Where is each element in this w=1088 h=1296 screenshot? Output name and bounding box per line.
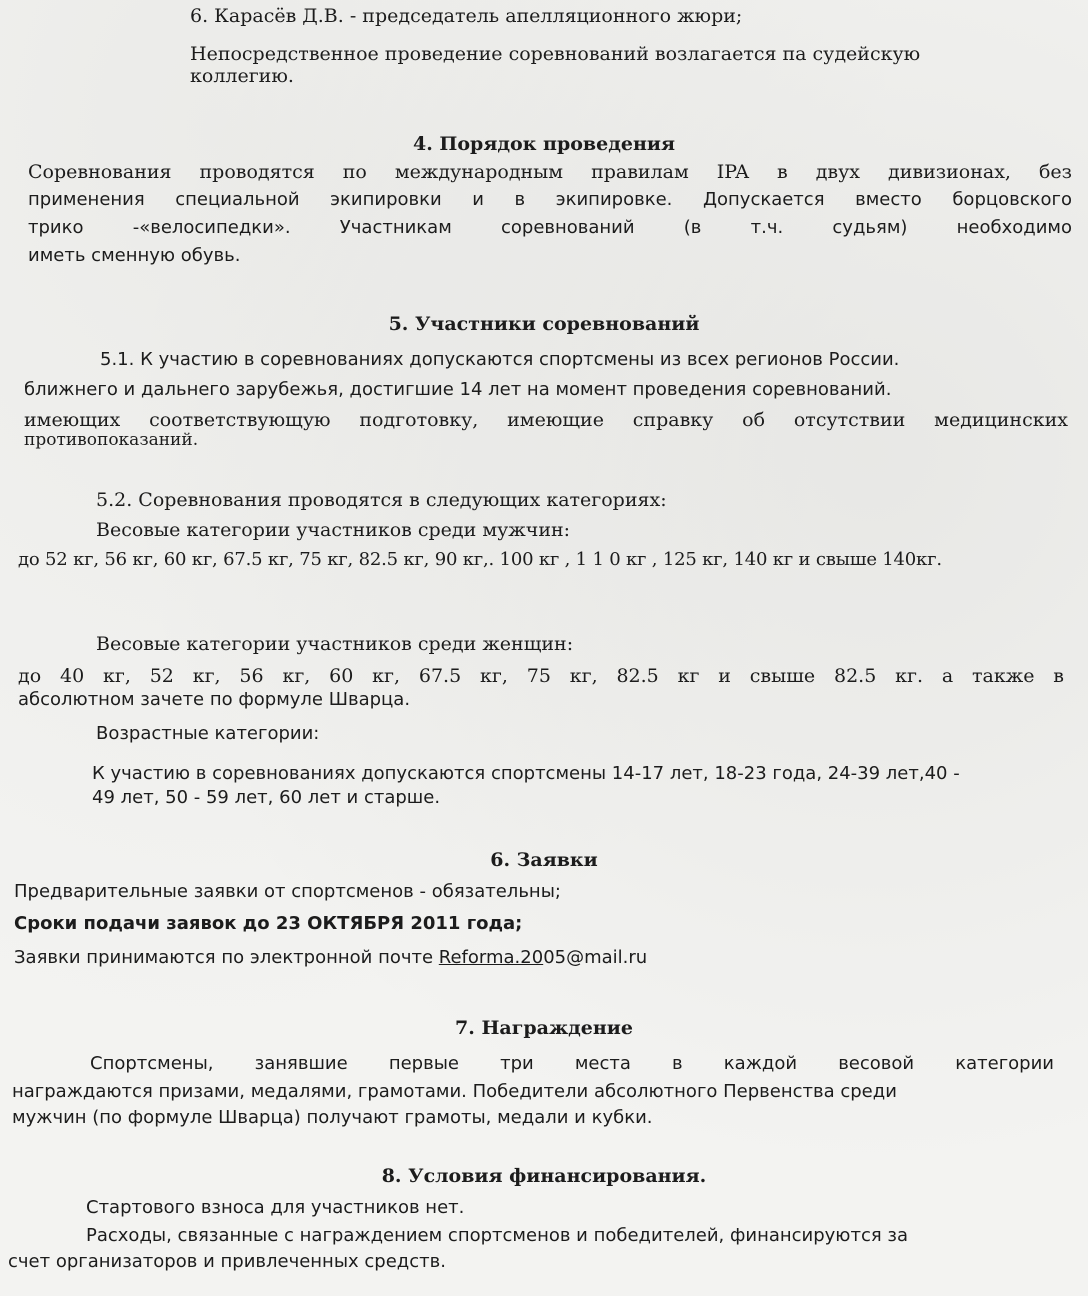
section-6-heading: 6. Заявки xyxy=(490,849,598,871)
judging-line-cont: коллегию. xyxy=(190,65,294,87)
preliminary-applications-line: Предварительные заявки от спортсменов - обязательны; xyxy=(14,881,561,902)
section-5-1-line-3: имеющих соответствующую подготовку, имеющие справку об отсутствии медицинских xyxy=(24,409,1068,431)
age-categories-label: Возрастные категории: xyxy=(96,723,320,744)
women-weight-categories: до 40 кг, 52 кг, 56 кг, 60 кг, 67.5 кг, 75 кг, 82.5 кг и свыше 82.5 кг. а также в xyxy=(18,665,1064,687)
section-7-line-3: мужчин (по формуле Шварца) получают грамоты, медали и кубки. xyxy=(12,1107,653,1128)
women-absolute-line: абсолютном зачете по формуле Шварца. xyxy=(18,689,411,710)
applications-email-line xyxy=(14,946,647,970)
section-7-line-1: Спортсмены, занявшие первые три места в каждой весовой категории xyxy=(90,1053,1054,1074)
section-5-1-line-1: 5.1. К участию в соревнованиях допускаются спортсмены из всех регионов России. xyxy=(100,349,900,370)
jury-line: 6. Карасёв Д.В. - председатель апелляционного жюри; xyxy=(190,5,743,27)
email-prefix-text: Заявки принимаются по электронной почте xyxy=(14,947,439,968)
section-8-line-2: Расходы, связанные с награждением спортсменов и победителей, финансируются за xyxy=(86,1225,908,1246)
men-categories-label: Весовые категории участников среди мужчин: xyxy=(96,519,571,541)
section-5-1-line-2: ближнего и дальнего зарубежья, достигшие 14 лет на момент проведения соревнований. xyxy=(24,379,892,400)
section-5-1-line-4: противопоказаний. xyxy=(24,430,199,450)
section-7-heading: 7. Награждение xyxy=(455,1017,633,1039)
section-4-heading: 4. Порядок проведения xyxy=(412,133,675,155)
email-link-rest[interactable]: 05@mail.ru xyxy=(543,947,648,968)
section-5-2-line-1: 5.2. Соревнования проводятся в следующих категориях: xyxy=(96,489,667,511)
age-categories-line-1: К участию в соревнованиях допускаются спортсмены 14-17 лет, 18-23 года, 24-39 лет,40 - xyxy=(92,763,960,784)
section-4-line-3: трико -«велосипедки». Участникам соревнований (в т.ч. судьям) необходимо xyxy=(28,217,1072,238)
section-8-line-3: счет организаторов и привлеченных средств. xyxy=(8,1251,446,1272)
section-8-heading: 8. Условия финансирования. xyxy=(381,1165,707,1187)
section-4-line-4: иметь сменную обувь. xyxy=(28,245,241,266)
section-5-heading: 5. Участники соревнований xyxy=(388,313,700,335)
judging-line: Непосредственное проведение соревнований возлагается па судейскую xyxy=(190,43,921,65)
section-7-line-2: награждаются призами, медалями, грамотами. Победители абсолютного Первенства среди xyxy=(12,1081,897,1102)
women-categories-label: Весовые категории участников среди женщин: xyxy=(96,633,574,655)
section-4-line-1: Соревнования проводятся по международным правилам IPA в двух дивизионах, без xyxy=(28,161,1072,183)
age-categories-line-2: 49 лет, 50 - 59 лет, 60 лет и старше. xyxy=(92,787,441,808)
men-weight-categories: до 52 кг, 56 кг, 60 кг, 67.5 кг, 75 кг, 82.5 кг, 90 кг,. 100 кг , 1 1 0 кг , 125 кг, 140 кг и свыше 140кг. xyxy=(18,549,942,570)
section-8-line-1: Стартового взноса для участников нет. xyxy=(86,1197,465,1218)
section-4-line-2: применения специальной экипировки и в экипировке. Допускается вместо борцовского xyxy=(28,189,1072,210)
email-link[interactable]: Reforma.20 xyxy=(438,947,544,968)
application-deadline-line: Сроки подачи заявок до 23 ОКТЯБРЯ 2011 года; xyxy=(14,913,523,934)
